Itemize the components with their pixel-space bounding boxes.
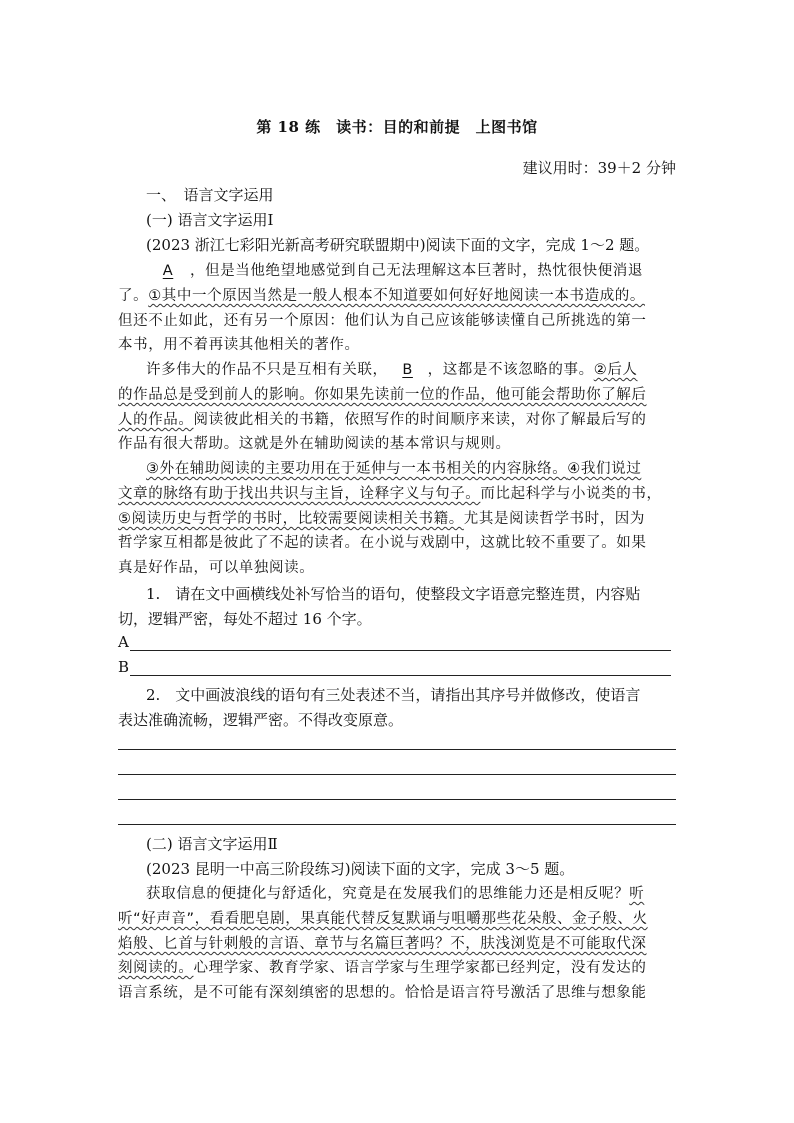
answer-label-b: B — [118, 658, 130, 676]
wavy-sentence-2: 人的作品。 — [118, 412, 194, 428]
answer-line[interactable] — [118, 799, 676, 800]
page-title: 第 18 练 读书：目的和前提 上图书馆 — [256, 118, 538, 136]
wavy-sentence: 刻阅读的。 — [118, 960, 194, 976]
wavy-sentence-5: ⑤阅读历史与哲学的书时，比较需要阅读相关书籍。 — [118, 511, 464, 527]
answer-line[interactable] — [118, 774, 676, 775]
passage-line: 但还不止如此，还有另一个原因：他们认为自己应该能够读懂自己所挑选的第一 — [118, 313, 647, 329]
passage-line — [118, 284, 676, 308]
passage-line: 本书，用不着再读其他相关的著作。 — [118, 337, 360, 353]
wavy-sentence-2: 的作品总是受到前人的影响。你如果先读前一位的作品，他可能会帮助你了解后 — [118, 387, 647, 403]
passage-line — [118, 383, 676, 407]
passage-text: ，但是当他绝望地感觉到自己无法理解这本巨著时，热忱很快便消退 — [190, 263, 643, 279]
wavy-sentence-3: ③外在辅助阅读的主要功用在于延伸与一本书相关的内容脉络。 — [146, 461, 568, 477]
question-2: 2. 文中画波浪线的语句有三处表述不当，请指出其序号并做修改，使语言 — [146, 686, 641, 704]
passage-text: 而比起科学与小说类的书， — [480, 486, 662, 502]
passage-line — [118, 408, 676, 432]
wavy-sentence-1: ①其中一个原因当然是一般人根本不知道要如何好好地阅读一本书造成的。 — [148, 288, 645, 304]
wavy-sentence-4: 文章的脉络有助于找出共识与主旨，诠释字义与句子。 — [118, 486, 481, 502]
passage-line — [146, 882, 676, 906]
wavy-sentence: 听 — [629, 886, 645, 902]
passage-line — [118, 507, 676, 531]
passage-line — [118, 932, 676, 956]
blank-a: A — [162, 263, 174, 279]
question-2-cont: 表达准确流畅，逻辑严密。不得改变原意。 — [118, 711, 404, 729]
wavy-sentence-4: ④我们说过 — [567, 461, 642, 477]
blank-b: B — [402, 362, 413, 378]
section-heading: 一、 语言文字运用 — [146, 186, 274, 204]
passage-line — [118, 482, 676, 506]
passage-line: 语言系统，是不可能有深刻缜密的思想的。恰恰是语言符号激活了思维与想象能 — [118, 985, 647, 1001]
passage-text: 许多伟大的作品不只是互相有关联， — [146, 362, 388, 378]
part1-heading: (一) 语言文字运用Ⅰ — [146, 211, 274, 229]
question-1-cont: 切，逻辑严密，每处不超过 16 个字。 — [118, 610, 372, 628]
answer-line-a[interactable] — [130, 650, 671, 651]
part2-heading: (二) 语言文字运用Ⅱ — [146, 835, 278, 853]
passage-line — [146, 259, 676, 283]
passage-line — [118, 956, 676, 980]
passage-text: 心理学家、教育学家、语言学家与生理学家都已经判定，没有发达的 — [193, 960, 647, 976]
answer-line[interactable] — [118, 824, 676, 825]
wavy-sentence: 焰般、匕首与针刺般的言语、章节与名篇巨著吗？不，肤浅浏览是不可能取代深 — [118, 936, 647, 952]
passage-text: 了。 — [118, 288, 149, 304]
passage-line — [146, 457, 676, 481]
answer-line[interactable] — [118, 749, 676, 750]
passage-text: ，这都是不该忽略的事。 — [427, 362, 594, 378]
passage-line: 真是好作品，可以单独阅读。 — [118, 560, 315, 576]
passage-line — [118, 907, 676, 931]
answer-line-b[interactable] — [130, 675, 671, 676]
passage-text: 尤其是阅读哲学书时，因为 — [463, 511, 645, 527]
wavy-sentence-2: ②后人 — [593, 362, 638, 378]
part2-source: (2023 昆明一中高三阶段练习)阅读下面的文字，完成 3～5 题。 — [146, 860, 575, 878]
passage-line: 作品有很大帮助。这就是外在辅助阅读的基本常识与规则。 — [118, 436, 511, 452]
passage-text: 获取信息的便捷化与舒适化，究竟是在发展我们的思维能力还是相反呢？ — [146, 886, 630, 902]
passage-line — [146, 358, 676, 382]
suggested-time: 建议用时：39＋2 分钟 — [522, 159, 676, 177]
part1-source: (2023 浙江七彩阳光新高考研究联盟期中)阅读下面的文字，完成 1～2 题。 — [146, 236, 650, 254]
answer-label-a: A — [118, 633, 129, 651]
question-1: 1. 请在文中画横线处补写恰当的语句，使整段文字语意完整连贯，内容贴 — [146, 585, 641, 603]
passage-text: 阅读彼此相关的书籍，依照写作的时间顺序来读，对你了解最后写的 — [193, 412, 647, 428]
passage-line: 哲学家互相都是彼此了不起的读者。在小说与戏剧中，这就比较不重要了。如果 — [118, 535, 647, 551]
wavy-sentence: 听“好声音”，看看肥皂剧，果真能代替反复默诵与咀嚼那些花朵般、金子般、火 — [118, 911, 648, 927]
